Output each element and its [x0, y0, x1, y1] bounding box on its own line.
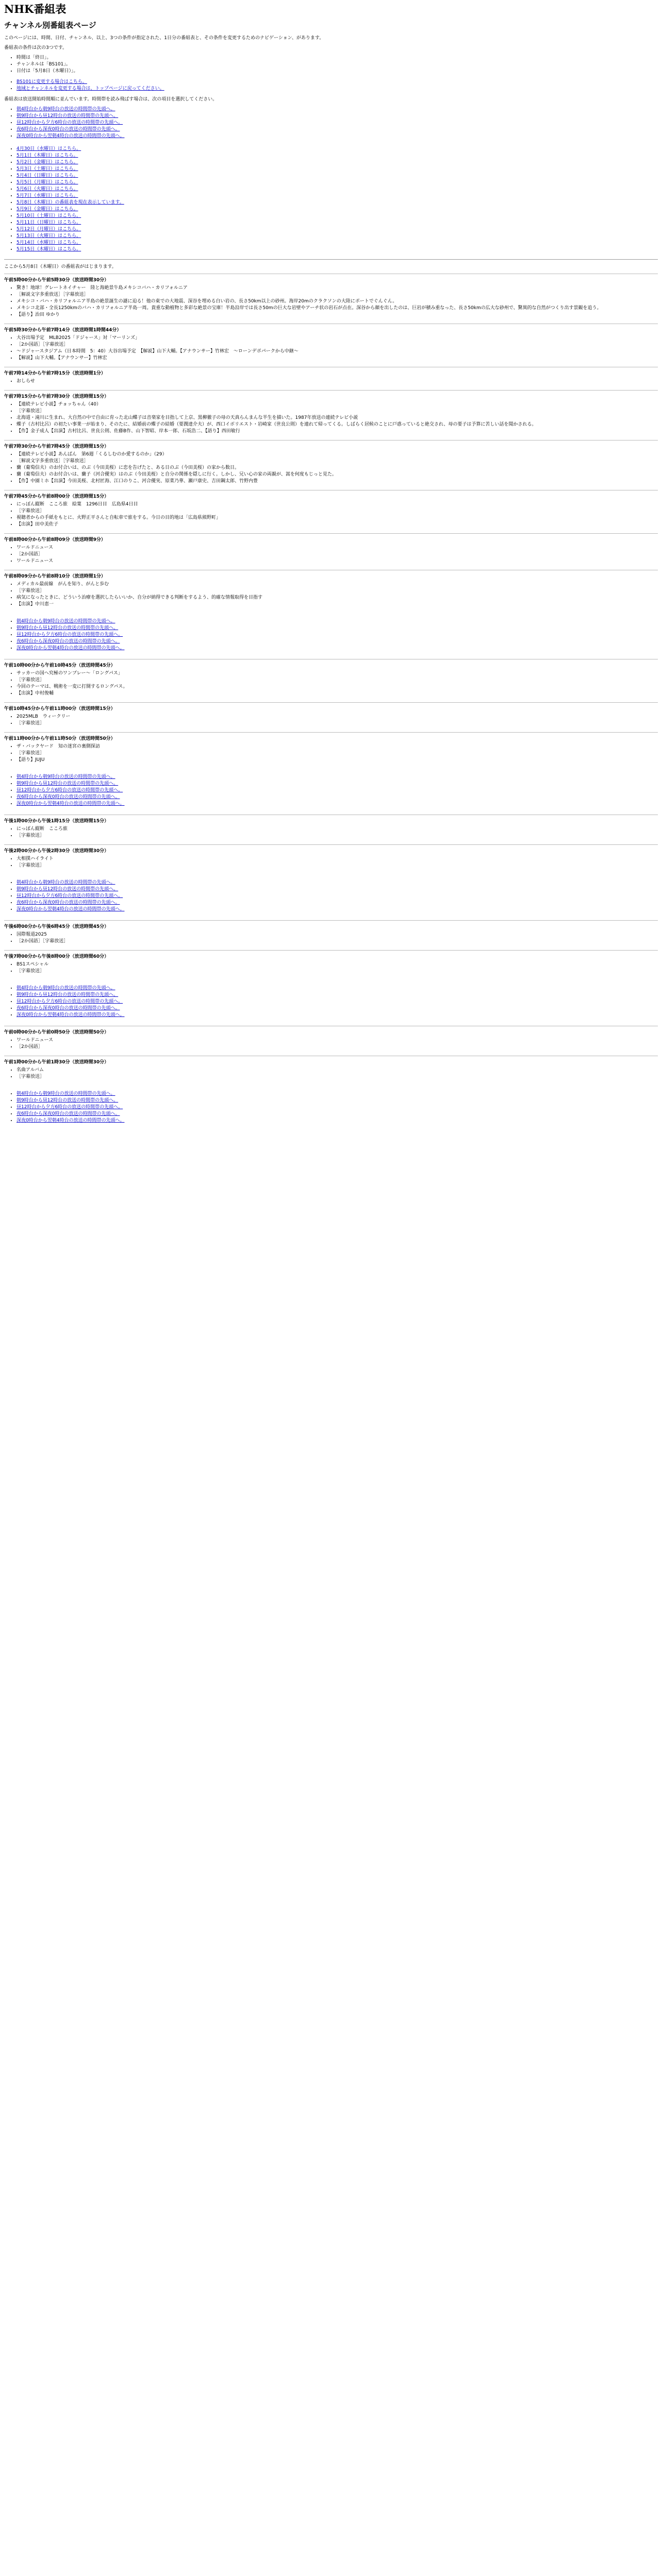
program-details [4, 545, 658, 565]
program-detail: • ［字幕放送］ [16, 588, 658, 595]
program-detail: • ［字幕放送］ [16, 408, 658, 415]
date-nav-link[interactable]: 5月9日（金曜日）はこちら。 [16, 207, 78, 212]
program-entry [4, 659, 658, 702]
time-nav-link[interactable]: 夜6時台から深夜0時台の放送の時間帯の先頭へ。 [16, 794, 120, 800]
program-details [4, 285, 658, 318]
time-nav-link[interactable]: 深夜0時台から翌朝4時台の放送の時間帯の先頭へ。 [16, 1012, 125, 1018]
program-time: 午前1時00分から午前1時30分（放送時間30分） [4, 1060, 109, 1065]
program-details [4, 401, 658, 435]
time-nav-heading: 番組表は放送開始時間順に並んでいます。時間帯を読み飛ばす場合は、次の項目を選択してください。 [4, 97, 218, 102]
program-time: 午前7時15分から午前7時30分（放送時間15分） [4, 394, 109, 399]
program-detail: • 今回のテーマは、戦術を一変に打開するロングパス。 [16, 684, 658, 690]
program-entry [4, 390, 658, 440]
date-nav-link[interactable]: 5月14日（水曜日）はこちら。 [16, 240, 81, 245]
program-details [4, 335, 658, 362]
conditions-list [4, 55, 658, 75]
time-nav-link[interactable]: 朝4時台から朝9時台の放送の時間帯の先頭へ。 [16, 1091, 115, 1096]
program-title: • ワールドニュース [16, 1037, 658, 1044]
time-nav-link[interactable]: 昼12時台から夕方6時台の放送の時間帯の先頭へ。 [16, 893, 123, 899]
listing-start: ここから5月8日（木曜日）の番組表がはじまります。 [4, 264, 117, 269]
intro-text: このページには、時間、日付、チャンネル、以上、3つの条件が指定された、1日分の番組表と、その条件を変更するためのナビゲーション、があります。 [4, 36, 324, 41]
time-nav-link[interactable]: 夜6時台から深夜0時台の放送の時間帯の先頭へ。 [16, 639, 120, 644]
time-nav-link[interactable]: 朝4時台から朝9時台の放送の時間帯の先頭へ。 [16, 986, 115, 991]
time-nav-link[interactable]: 朝9時台から昼12時台の放送の時間帯の先頭へ。 [16, 1098, 119, 1103]
program-time: 午前5時00分から午前5時30分（放送時間30分） [4, 278, 109, 283]
program-title: • ザ・バックヤード 知の迷宮の裏側探訪 [16, 743, 658, 750]
program-detail: • ［2か国語］［字幕放送］ [16, 342, 658, 348]
program-details [4, 1067, 658, 1080]
section-time-nav [4, 1091, 658, 1124]
program-details [4, 581, 658, 608]
date-nav-link[interactable]: 4月30日（水曜日）はこちら。 [16, 146, 81, 151]
program-detail: • 〜ドジャースタジアム（日本時間 5：40）大谷出場予定 【解説】山下大輔。【アナウンサー】竹林宏 〜ローンデポパークから中継〜 [16, 348, 658, 355]
program-details [4, 501, 658, 528]
program-details [4, 931, 658, 945]
program-entry [4, 732, 658, 769]
divider [4, 259, 658, 260]
time-nav-link[interactable]: 昼12時台から夕方6時台の放送の時間帯の先頭へ。 [16, 632, 123, 637]
program-detail: • 病気になったときに、どういう治療を選択したらいいか、自分が納得できる判断をするよう、的確な情報取得を目指す [16, 595, 658, 601]
program-time: 午後6時00分から午後6時45分（放送時間45分） [4, 924, 109, 929]
time-nav-link[interactable]: 昼12時台から夕方6時台の放送の時間帯の先頭へ。 [16, 120, 123, 125]
program-title: • にっぽん縦断 こころ旅 絵葉 1296日目 広島県4日目 [16, 501, 658, 508]
program-time: 午前8時09分から午前8時10分（放送時間1分） [4, 574, 106, 579]
date-nav-link[interactable]: 5月7日（水曜日）はこちら。 [16, 193, 78, 198]
program-entry [4, 324, 658, 367]
date-nav-link[interactable]: 5月1日（木曜日）はこちら。 [16, 153, 78, 158]
program-title: • おしらせ [16, 378, 658, 385]
program-entry [4, 367, 658, 390]
condition-links [4, 79, 658, 92]
program-detail: • ［2か国語］［字幕放送］ [16, 938, 658, 945]
time-nav-link[interactable]: 朝4時台から朝9時台の放送の時間帯の先頭へ。 [16, 619, 115, 624]
program-title: • 驚き！地球！グレートネイチャー 陸と海絶景牛島メキシコバハ・カリフォルニア [16, 285, 658, 292]
program-detail: • ［解説文字多重放送］［字幕放送］ [16, 458, 658, 465]
program-entry [4, 490, 658, 533]
section-time-nav [4, 618, 658, 652]
program-detail: • メキシコ北部・全長1250kmのバハ・カリフォルニア半島一周。貴重な動植物と多彩な絶景の宝庫！半島沿岸では長さ50mの巨大な岩壁やアーチ状の岩石が点在。深谷から顔を出したのは、巨岩が積み重なった、長さ50kmの広大な砂州で、驚異的な自然がつくり出す景観を追う。 [16, 305, 658, 312]
time-nav-link[interactable]: 深夜0時台から翌朝4時台の放送の時間帯の先頭へ。 [16, 1118, 125, 1123]
program-detail: • ［字幕放送］ [16, 508, 658, 515]
time-nav-link[interactable]: 深夜0時台から翌朝4時台の放送の時間帯の先頭へ。 [16, 646, 125, 651]
program-entry [4, 950, 658, 980]
time-nav-link[interactable]: 深夜0時台から翌朝4時台の放送の時間帯の先頭へ。 [16, 907, 125, 912]
program-time: 午前7時45分から午前8時00分（放送時間15分） [4, 494, 109, 499]
time-section [4, 1026, 658, 1124]
program-details [4, 1037, 658, 1050]
program-detail: • ［字幕放送］ [16, 750, 658, 757]
program-title: • 大相撲ハイライト [16, 856, 658, 862]
program-detail: • 【語り】治田 ゆかり [16, 312, 658, 318]
time-nav-link[interactable]: 夜6時台から深夜0時台の放送の時間帯の先頭へ。 [16, 900, 120, 905]
time-nav-link[interactable]: 朝9時台から昼12時台の放送の時間帯の先頭へ。 [16, 625, 119, 631]
section-time-nav [4, 774, 658, 807]
program-time: 午前10時00分から午前10時45分（放送時間45分） [4, 663, 115, 668]
program-entry [4, 440, 658, 490]
time-nav-link[interactable]: 朝9時台から昼12時台の放送の時間帯の先頭へ。 [16, 887, 119, 892]
program-details [4, 826, 658, 839]
program-detail: • ［字幕放送］ [16, 720, 658, 727]
program-title: • にっぽん縦断 こころ旅 [16, 826, 658, 833]
program-detail: • 蘭（葡萄信夫）のお付合いは、蘭子（河合優実）はのぶ（今田美桜）と自分の関係を隠しに行く。しかし、兄い心の家の両親が、嵩を何度もじっと見た。 [16, 471, 658, 478]
program-time: 午前5時30分から午前7時14分（放送時間1時間44分） [4, 328, 122, 333]
program-detail: • 蝶子（古村比呂）の初たい事業一が始まり、そのたに、結婚前の蝶子の結婚（要潤達介夫）が、西口イボリエスト・岩崎家（世良公則）を連れて帰ってくる。しばらく居候のことに戸惑っていると絶交され、母の要子は予算に苦しい話を聞かされる。 [16, 421, 658, 428]
program-detail: • 【語り】JUJU [16, 757, 658, 764]
program-title: • ワールドニュース [16, 545, 658, 551]
program-entry [4, 570, 658, 613]
program-title: • BS1スペシャル [16, 961, 658, 968]
time-nav-link[interactable]: 朝4時台から朝9時台の放送の時間帯の先頭へ。 [16, 880, 115, 885]
program-detail: • メキシコ・バハ・カリフォルニア半島の絶景誕生の謎に迫る！他の東での大地震、深谷を埋める白い岩の、長さ50km以上の砂州。海岸20mのクラクソンの大陸にポートでぐんぐん。 [16, 298, 658, 305]
program-time: 午後1時00分から午後1時15分（放送時間15分） [4, 819, 109, 824]
conditions-heading: 番組表の条件は次の3つです。 [4, 45, 68, 50]
time-section [4, 274, 658, 652]
program-entry [4, 1056, 658, 1086]
program-detail: • 【出演】中川恵一 [16, 601, 658, 608]
program-title: • サッカーの国へ究極のワンプレー〜「ロングパス」 [16, 670, 658, 677]
program-entry [4, 533, 658, 570]
program-time: 午後7時00分から午後8時00分（放送時間60分） [4, 954, 109, 959]
time-nav-link[interactable]: 朝4時台から朝9時台の放送の時間帯の先頭へ。 [16, 774, 115, 779]
program-detail: • ［字幕放送］ [16, 1074, 658, 1080]
time-section [4, 920, 658, 1019]
program-detail: • ［字幕放送］ [16, 677, 658, 684]
program-detail: • ［字幕放送］ [16, 833, 658, 839]
program-time: 午後2時00分から午後2時30分（放送時間30分） [4, 849, 109, 854]
time-nav-link[interactable]: 夜6時台から深夜0時台の放送の時間帯の先頭へ。 [16, 127, 120, 132]
program-details [4, 743, 658, 764]
time-nav-link[interactable]: 深夜0時台から翌朝4時台の放送の時間帯の先頭へ。 [16, 801, 125, 806]
program-details [4, 961, 658, 975]
time-nav-link[interactable]: 昼12時台から夕方6時台の放送の時間帯の先頭へ。 [16, 1105, 123, 1110]
time-section [4, 815, 658, 913]
program-detail: • 蘭（葡萄信夫）のお付合いは、のぶ（今田美桜）に恋を告げたと、ある日のぶ（今田美桜）の家から数日。 [16, 465, 658, 471]
program-time: 午前10時45分から午前11時00分（放送時間15分） [4, 706, 115, 711]
date-nav-link[interactable]: 5月5日（月曜日）はこちら。 [16, 180, 78, 185]
time-nav-link[interactable]: 朝4時台から朝9時台の放送の時間帯の先頭へ。 [16, 107, 115, 112]
back-to-top-link[interactable]: 地域とチャンネルを変更する場合は、トップページに戻ってください。 [16, 86, 164, 91]
program-detail: • 視聴者からの手紙をもとに、火野正平さんと自転車で旅をする。今日の目的地は「広島県熊野町」 [16, 515, 658, 521]
date-nav-link[interactable]: 5月11日（日曜日）はこちら。 [16, 220, 81, 225]
section-time-nav [4, 879, 658, 913]
program-title: • 【連続テレビ小説】チョッちゃん（40） [16, 401, 658, 408]
program-detail: • 【出演】田中美佐子 [16, 521, 658, 528]
program-time: 午前7時14分から午前7時15分（放送時間1分） [4, 371, 106, 376]
condition-item: • 時間は「終日」。 [16, 55, 658, 61]
section-time-nav [4, 985, 658, 1019]
program-detail: • ［解説文字多重放送］［字幕放送］ [16, 292, 658, 298]
program-title: • メディカル最前線 がんを知り、がんと歩む [16, 581, 658, 588]
program-detail: • 【作】金子成人【出演】古村比呂、世良公則、佐藤B作、山下智昭、岸本一郎、石坂浩二、【語り】西田敏行 [16, 428, 658, 435]
program-details [4, 856, 658, 869]
time-section [4, 659, 658, 807]
program-title: • 2025MLB ウィークリー [16, 714, 658, 720]
program-title: • 名曲アルバム [16, 1067, 658, 1074]
time-nav-link[interactable]: 朝9時台から昼12時台の放送の時間帯の先頭へ。 [16, 992, 119, 997]
time-nav-link[interactable]: 昼12時台から夕方6時台の放送の時間帯の先頭へ。 [16, 999, 123, 1004]
time-nav-link[interactable]: 朝9時台から昼12時台の放送の時間帯の先頭へ。 [16, 113, 119, 118]
program-title: • 大谷出場予定 MLB2025「ドジャース」対「マーリンズ」 [16, 335, 658, 342]
program-detail: • ［字幕放送］ [16, 862, 658, 869]
time-nav-link[interactable]: 深夜0時台から翌朝4時台の放送の時間帯の先頭へ。 [16, 133, 125, 139]
program-title: • 国際報道2025 [16, 931, 658, 938]
condition-item: • チャンネルは「BS101」。 [16, 61, 658, 68]
program-time: 午前8時00分から午前8時09分（放送時間9分） [4, 537, 106, 543]
date-nav-link[interactable]: 5月3日（土曜日）はこちら。 [16, 166, 78, 172]
program-detail: • 【解説】山下大輔。【アナウンサー】竹林宏 [16, 355, 658, 362]
date-nav [4, 146, 658, 253]
change-channel-link[interactable]: BS101に変更する場合はこちら。 [16, 79, 87, 84]
program-detail: • ワールドニュース [16, 558, 658, 565]
date-nav-link[interactable]: 5月15日（木曜日）はこちら。 [16, 247, 81, 252]
program-time: 午前11時00分から午前11時50分（放送時間50分） [4, 736, 115, 741]
program-details [4, 714, 658, 727]
time-nav-link[interactable]: 昼12時台から夕方6時台の放送の時間帯の先頭へ。 [16, 788, 123, 793]
program-detail: • ［2か国語］ [16, 551, 658, 558]
program-time: 午前0時00分から午前0時50分（放送時間50分） [4, 1030, 109, 1035]
program-detail: • 【作】中園ミホ【出演】今田美桜、北村匠海、江口のりこ、河合優実、原菜乃華、瀬戸康史、吉田鋼太郎、竹野内豊 [16, 478, 658, 485]
program-detail: • 【出演】中村俊輔 [16, 690, 658, 697]
program-time: 午前7時30分から午前7時45分（放送時間15分） [4, 444, 109, 449]
date-nav-link[interactable]: 5月13日（火曜日）はこちら。 [16, 233, 81, 239]
time-nav-link[interactable]: 朝9時台から昼12時台の放送の時間帯の先頭へ。 [16, 781, 119, 786]
program-entry [4, 274, 658, 324]
date-nav-link[interactable]: 5月6日（火曜日）はこちら。 [16, 187, 78, 192]
program-detail: • ［字幕放送］ [16, 968, 658, 975]
program-details [4, 451, 658, 485]
condition-item: • 日付は「5月8日（木曜日）」。 [16, 68, 658, 75]
page-subtitle: チャンネル別番組表ページ [4, 21, 96, 30]
program-entry [4, 844, 658, 874]
program-entry [4, 702, 658, 732]
date-nav-current[interactable]: 5月8日（木曜日）の番組表を現在表示しています。 [16, 200, 124, 205]
program-detail: • ［2か国語］ [16, 1044, 658, 1050]
date-nav-link[interactable]: 5月2日（金曜日）はこちら。 [16, 160, 78, 165]
program-entry [4, 815, 658, 844]
program-listings [4, 274, 658, 1124]
date-nav-link[interactable]: 5月10日（土曜日）はこちら。 [16, 213, 81, 218]
page-title: NHK番組表 [4, 3, 67, 15]
program-title: • 【連続テレビ小説】あんぱん 第6週「くるしむのか愛するのか」（29） [16, 451, 658, 458]
program-details [4, 378, 658, 385]
program-details [4, 670, 658, 697]
date-nav-link[interactable]: 5月12日（月曜日）はこちら。 [16, 227, 81, 232]
time-nav-link[interactable]: 夜6時台から深夜0時台の放送の時間帯の先頭へ。 [16, 1111, 120, 1116]
program-entry [4, 920, 658, 950]
date-nav-link[interactable]: 5月4日（日曜日）はこちら。 [16, 173, 78, 178]
program-entry [4, 1026, 658, 1056]
time-nav [4, 106, 658, 140]
program-detail: • 北海道・滝川に生まれ、大自然の中で自由に育った北山蝶子は音楽家を目指して上京、黒柳徹子の母の天真らんまんな半生を描いた。1987年放送の連続テレビ小説 [16, 415, 658, 421]
time-nav-link[interactable]: 夜6時台から深夜0時台の放送の時間帯の先頭へ。 [16, 1006, 120, 1011]
